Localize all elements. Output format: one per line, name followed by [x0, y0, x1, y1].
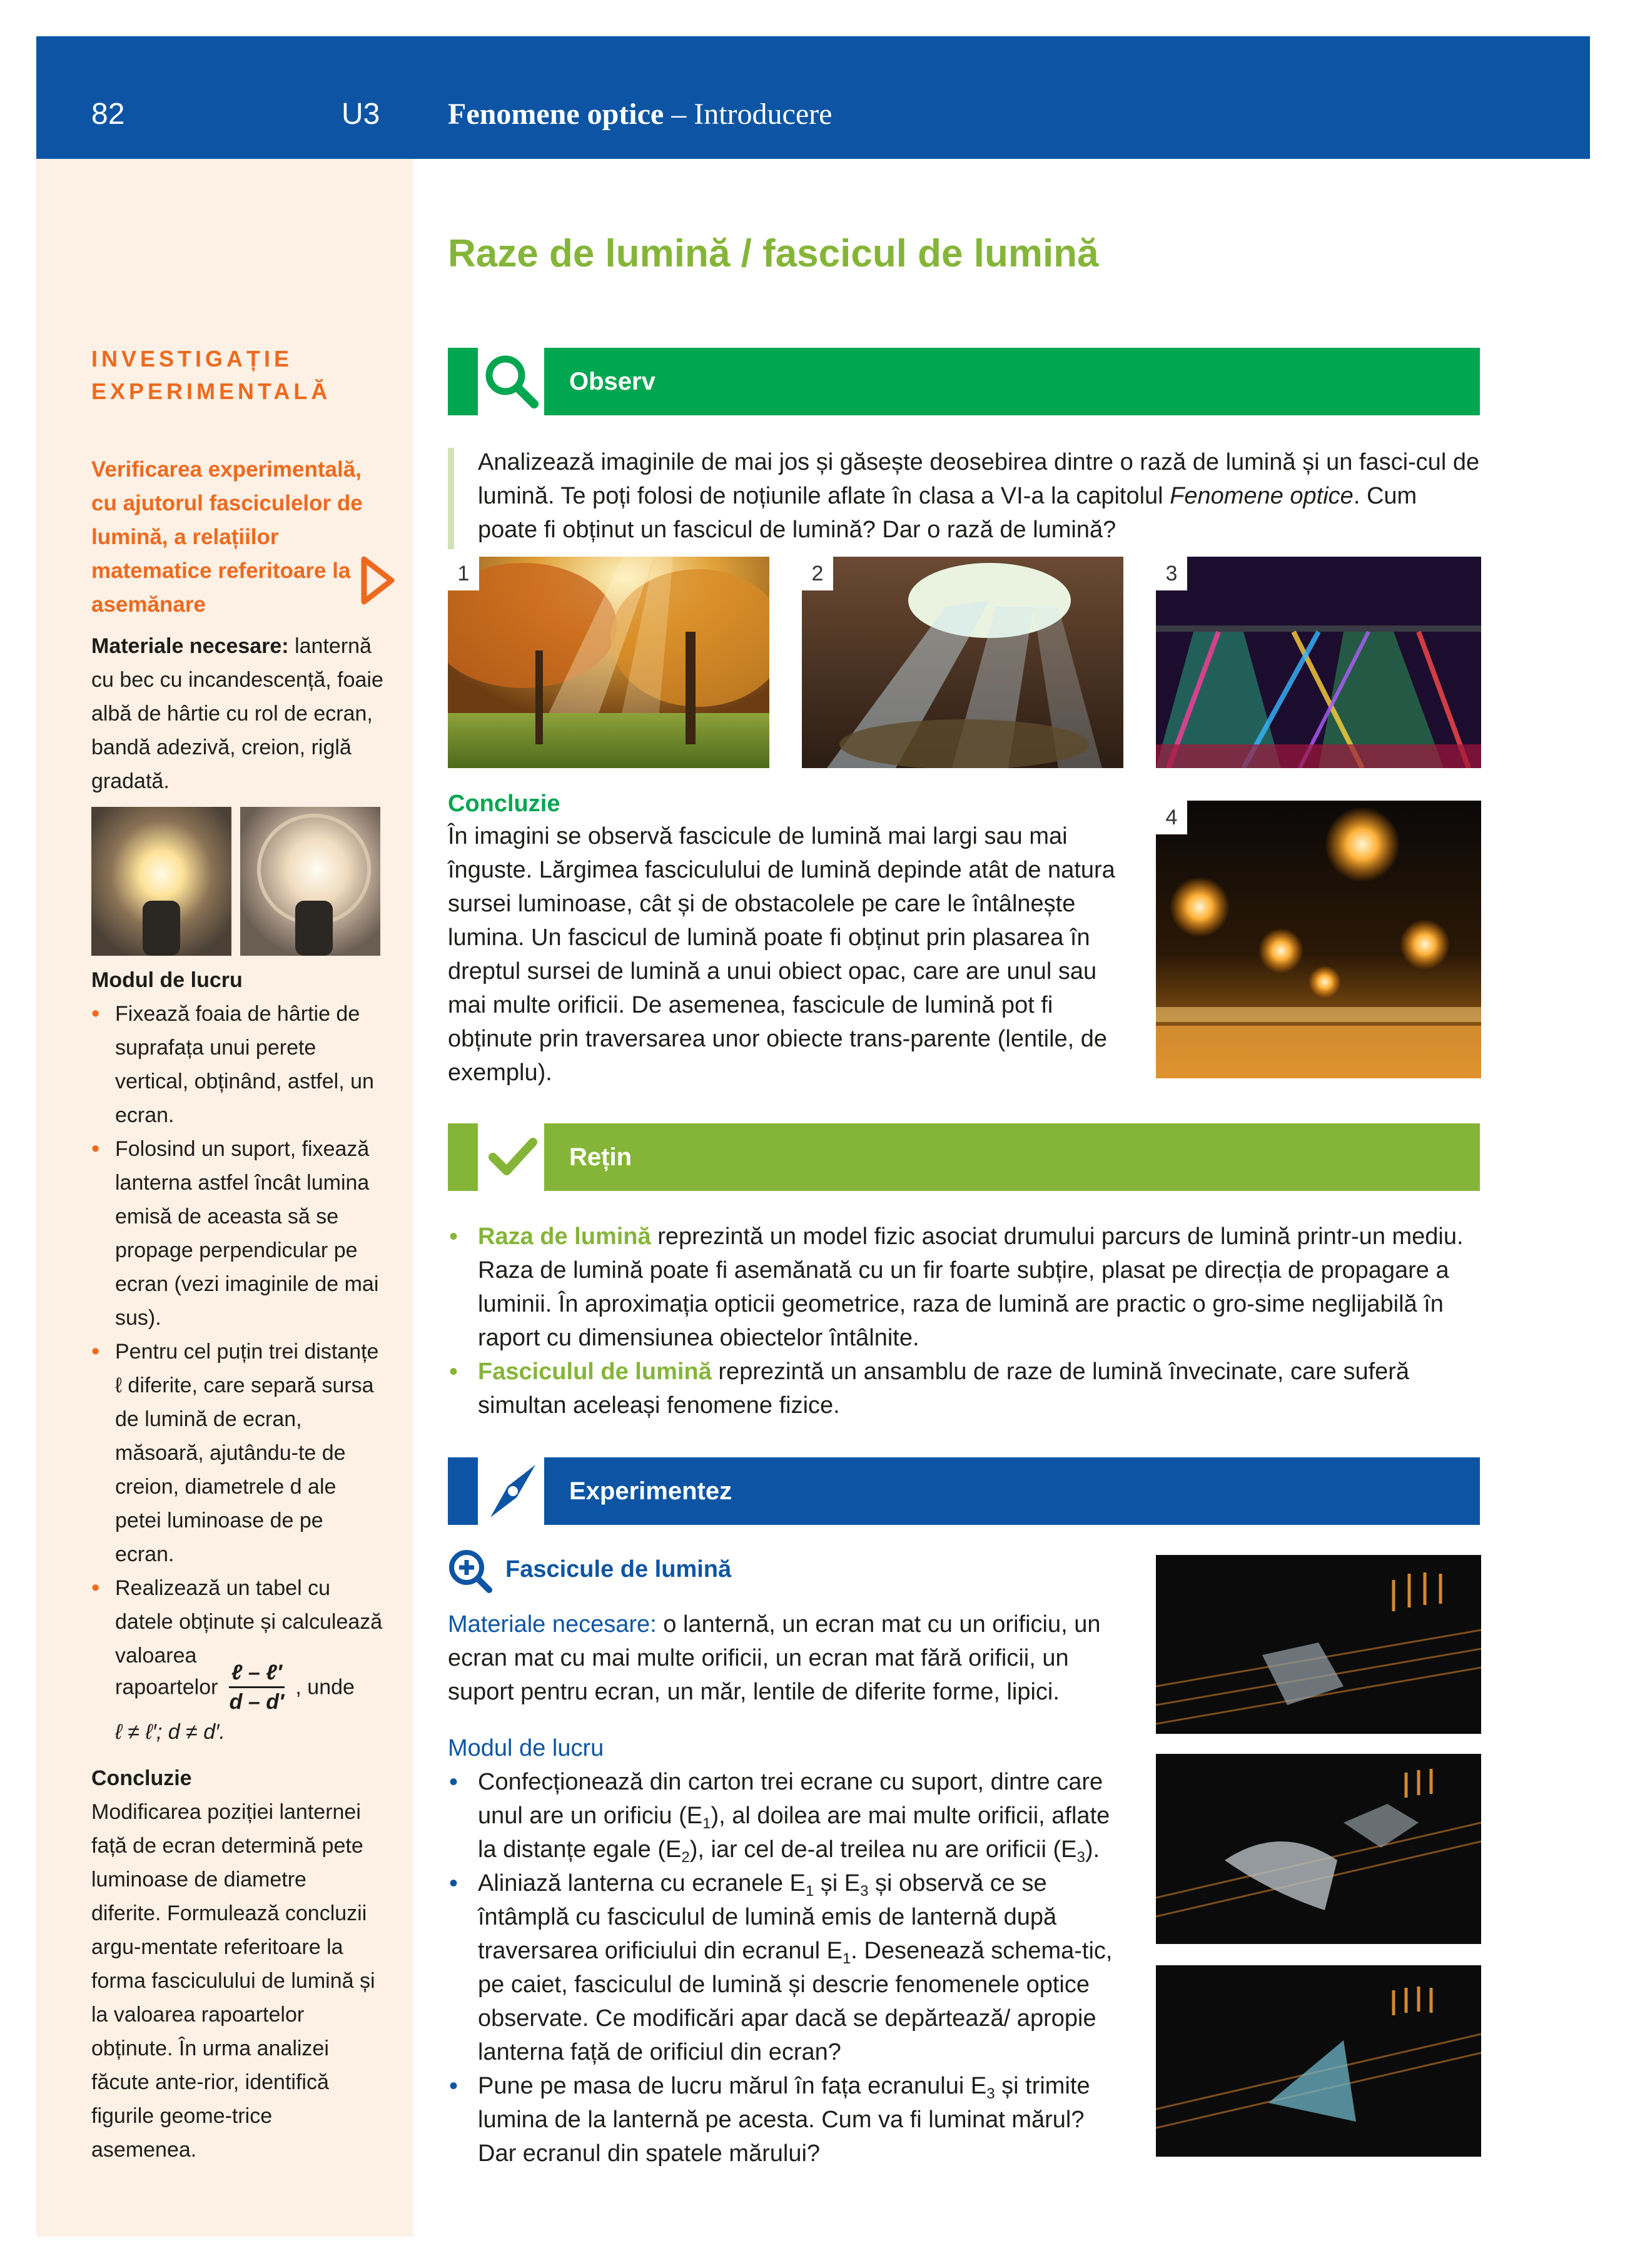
sidebar-step: • Pentru cel puțin trei distanțe ℓ diferite, care separă sursa de lumină de ecran, măsoară, ajutându-te de creion, diametrele d ale petei luminoase de pe ecran. — [91, 1335, 385, 1571]
photo-number: 2 — [802, 557, 833, 590]
observ-bar-stub — [448, 348, 478, 415]
experiment-step: • Pune pe masa de lucru mărul în fața ecranului $E_3$ și trimite lumina de la lanternă pe acesta. Cum va fi luminat mărul? Dar ecranul din spatele mărului? — [448, 2069, 1123, 2170]
play-arrow-icon — [360, 555, 395, 605]
retin-item: • Raza de lumină reprezintă un model fizic asociat drumului parcurs de lumină printr-un mediu. Raza de lumină poate fi asemănată cu un fir foarte subțire, plasat pe direcția de propagare a luminii. În aproximația opticii geometrice, raza de lumină are practic o gro-sime neglijabilă în raport cu dimensiunea obiectelor întâlnite. — [448, 1220, 1482, 1355]
sidebar-step: • Fixează foaia de hârtie de suprafața unui perete vertical, obținând, astfel, un ecran. — [91, 997, 385, 1132]
retin-list — [448, 1220, 1482, 1422]
sidebar-section-title: INVESTIGAȚIE EXPERIMENTALĂ — [91, 346, 332, 404]
magnifier-icon — [482, 352, 540, 410]
experiment-step: • Aliniază lanterna cu ecranele $E_1$ și $E_3$ și observă ce se întâmplă cu fasciculul de lumină emis de lanternă după traversarea orificiului din ecranul $E_1$. Desenează schema-tic, pe caiet, fasciculul de lumină și descrie fenomenele optice observate. Ce modificări apar dacă se depărtează/ apropie lanterna față de orificiul din ecran? — [448, 1866, 1123, 2069]
photo-prism — [1156, 1965, 1481, 2157]
observ-conclusion-title: Concluzie — [448, 791, 560, 817]
photo-concave-lens — [1156, 1555, 1481, 1734]
observ-conclusion: În imagini se observă fascicule de lumină mai largi sau mai înguste. Lărgimea fasciculului de lumină depinde atât de natura sursei luminoase, cât și de obstacolele pe care le întâlnește lumina. Un fascicul de lumină poate fi obținut prin plasarea în dreptul sursei de lumină a unui obiect opac, care are unul sau mai multe orificii. De asemenea, fascicule de lumină pot fi obținute prin traversarea unor obiecte trans-parente (lentile, de exemplu). — [448, 823, 1115, 1086]
photo-stage-lights — [1156, 557, 1481, 768]
experiment-subtitle: Fascicule de lumină — [505, 1556, 732, 1582]
retin-label: Rețin — [569, 1143, 632, 1171]
observ-bar — [544, 348, 1480, 415]
sidebar-step: • Folosind un suport, fixează lanterna astfel încât lumina emisă de aceasta să se propage perpendicular pe ecran (vezi imaginile de mai sus). — [91, 1132, 385, 1335]
photo-autumn-forest — [448, 557, 769, 768]
checkmark-icon — [488, 1133, 538, 1181]
sidebar-step: • Realizează un tabel cu datele obținute și calculează valoarea — [91, 1571, 385, 1673]
sidebar-conclusion-title: Concluzie — [91, 1766, 192, 1790]
observ-intro: Analizează imaginile de mai jos și găsește deosebirea dintre o rază de lumină și un fasci-cul de lumină. Te poți folosi de noțiunile aflate în clasa a VI-a la capitolul Fenomene optice. Cum poate fi obținut un fascicul de lumină? Dar o rază de lumină? — [478, 449, 1480, 543]
sidebar-conclusion: Modificarea poziției lanternei față de ecran determină pete luminoase de diametre diferite. Formulează concluzii argu-mentate referitoare la forma fasciculului de lumină și la valoarea rapoartelor obținute. În urma analizei făcute ante-rior, identifică figurile geome-trice asemenea. — [91, 1800, 375, 2162]
photo-convex-lens — [1156, 1754, 1481, 1944]
page-title: Raze de lumină / fascicul de lumină — [448, 232, 1099, 275]
photo-number: 1 — [448, 557, 479, 590]
chapter-title: Fenomene optice – Introducere — [448, 98, 833, 131]
retin-bar-stub — [448, 1123, 478, 1191]
lamp-photo-2 — [240, 807, 380, 956]
zoom-plus-icon — [448, 1549, 493, 1594]
sidebar-steps — [91, 997, 385, 1673]
retin-bar — [544, 1123, 1480, 1191]
sidebar-method-title: Modul de lucru — [91, 968, 243, 992]
ratio-condition: ℓ ≠ ℓ′; d ≠ d′. — [115, 1720, 225, 1744]
photo-cave — [802, 557, 1123, 768]
ratio-formula: rapoartelor ℓ – ℓ′ d – d′ , unde — [115, 1659, 397, 1716]
page-number: 82 — [91, 98, 125, 131]
experiment-step: • Confecționează din carton trei ecrane cu suport, dintre care unul are un orificiu $(E_1)$, al doilea are mai multe orificii, aflate la distanțe egale $(E_2)$, iar cel de-al treilea nu are orificii $(E_3)$. — [448, 1765, 1123, 1866]
lamp-photo-1 — [91, 807, 231, 956]
experiment-steps — [448, 1765, 1123, 2170]
experiment-materials: Materiale necesare: o lanternă, un ecran mat cu un orificiu, un ecran mat cu mai multe orificii, un ecran mat fără orificii, un suport pentru ecran, un măr, lentile de diferite forme, lipici. — [448, 1611, 1101, 1705]
unit-label: U3 — [342, 98, 380, 131]
intro-quote-line — [448, 448, 454, 549]
experiment-method-title: Modul de lucru — [448, 1735, 604, 1761]
experimentez-bar-stub — [448, 1457, 478, 1525]
retin-item: • Fasciculul de lumină reprezintă un ansamblu de raze de lumină învecinate, care suferă simultan aceleași fenomene fizice. — [448, 1355, 1482, 1422]
compass-needle-icon — [485, 1461, 542, 1521]
photo-number: 3 — [1156, 557, 1187, 590]
sidebar-subtitle: Verificarea experimentală, cu ajutorul fasciculelor de lumină, a relațiilor matematice referitoare la asemănare — [91, 457, 363, 617]
observ-label: Observ — [569, 368, 656, 395]
photo-number: 4 — [1156, 801, 1187, 834]
photo-street-lights — [1156, 801, 1481, 1078]
sidebar-materials: Materiale necesare: lanternă cu bec cu incandescență, foaie albă de hârtie cu rol de ecran, bandă adezivă, creion, riglă gradată. — [91, 634, 383, 793]
experimentez-label: Experimentez — [569, 1477, 732, 1505]
